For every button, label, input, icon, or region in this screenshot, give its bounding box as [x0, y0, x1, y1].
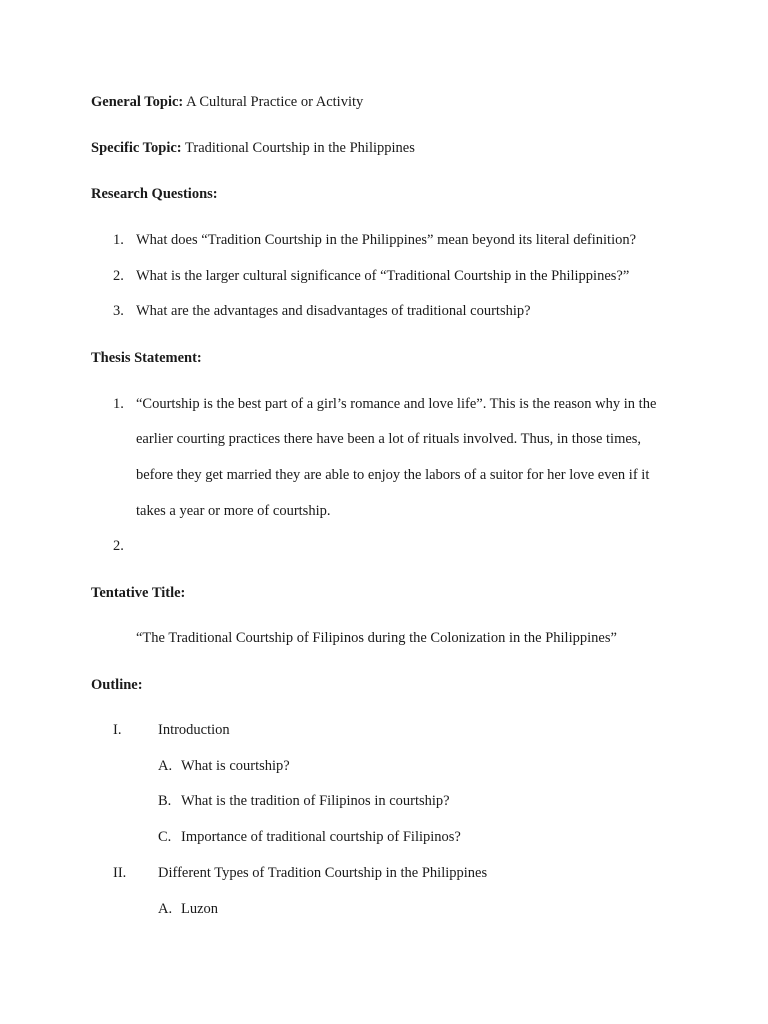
specific-topic-label: Specific Topic:: [91, 140, 182, 156]
specific-topic-value: Traditional Courtship in the Philippines: [185, 140, 415, 156]
outline-heading: Outline:: [91, 677, 143, 693]
outline-letter: A.: [158, 901, 173, 917]
list-number: 2.: [113, 538, 124, 554]
research-question-text: What are the advantages and disadvantages of traditional courtship?: [136, 303, 531, 319]
outline-letter: B.: [158, 793, 172, 809]
outline-item-text: Luzon: [181, 901, 219, 917]
specific-topic: [91, 141, 415, 156]
outline-letter: C.: [158, 829, 172, 845]
outline-numeral: II.: [113, 865, 127, 881]
research-question-text: What does “Tradition Courtship in the Philippines” mean beyond its literal definition?: [136, 232, 637, 248]
outline-item-text: Importance of traditional courtship of Filipinos?: [181, 829, 461, 845]
list-number: 2.: [113, 268, 124, 284]
thesis-line: takes a year or more of courtship.: [136, 503, 331, 519]
research-questions-heading: Research Questions:: [91, 186, 218, 202]
tentative-title-heading: Tentative Title:: [91, 585, 186, 601]
outline-item-text: What is the tradition of Filipinos in courtship?: [181, 793, 450, 809]
list-number: 1.: [113, 396, 124, 412]
outline-item-text: What is courtship?: [181, 758, 290, 774]
general-topic-label: General Topic:: [91, 94, 184, 110]
research-question-text: What is the larger cultural significance of “Traditional Courtship in the Philippines?”: [136, 268, 630, 284]
list-number: 3.: [113, 303, 124, 319]
outline-section-title: Introduction: [158, 722, 230, 738]
general-topic-value: A Cultural Practice or Activity: [186, 94, 364, 110]
list-number: 1.: [113, 232, 124, 248]
thesis-line: before they get married they are able to enjoy the labors of a suitor for her love even if it: [136, 467, 650, 483]
thesis-line: earlier courting practices there have been a lot of rituals involved. Thus, in those times,: [136, 431, 642, 447]
outline-letter: A.: [158, 758, 173, 774]
outline-section-title: Different Types of Tradition Courtship in the Philippines: [158, 865, 488, 881]
tentative-title-value: “The Traditional Courtship of Filipinos during the Colonization in the Philippines”: [136, 630, 617, 646]
thesis-line: “Courtship is the best part of a girl’s romance and love life”. This is the reason why in the: [136, 396, 657, 412]
outline-numeral: I.: [113, 722, 122, 738]
thesis-heading: Thesis Statement:: [91, 350, 202, 366]
general-topic: [91, 95, 363, 110]
